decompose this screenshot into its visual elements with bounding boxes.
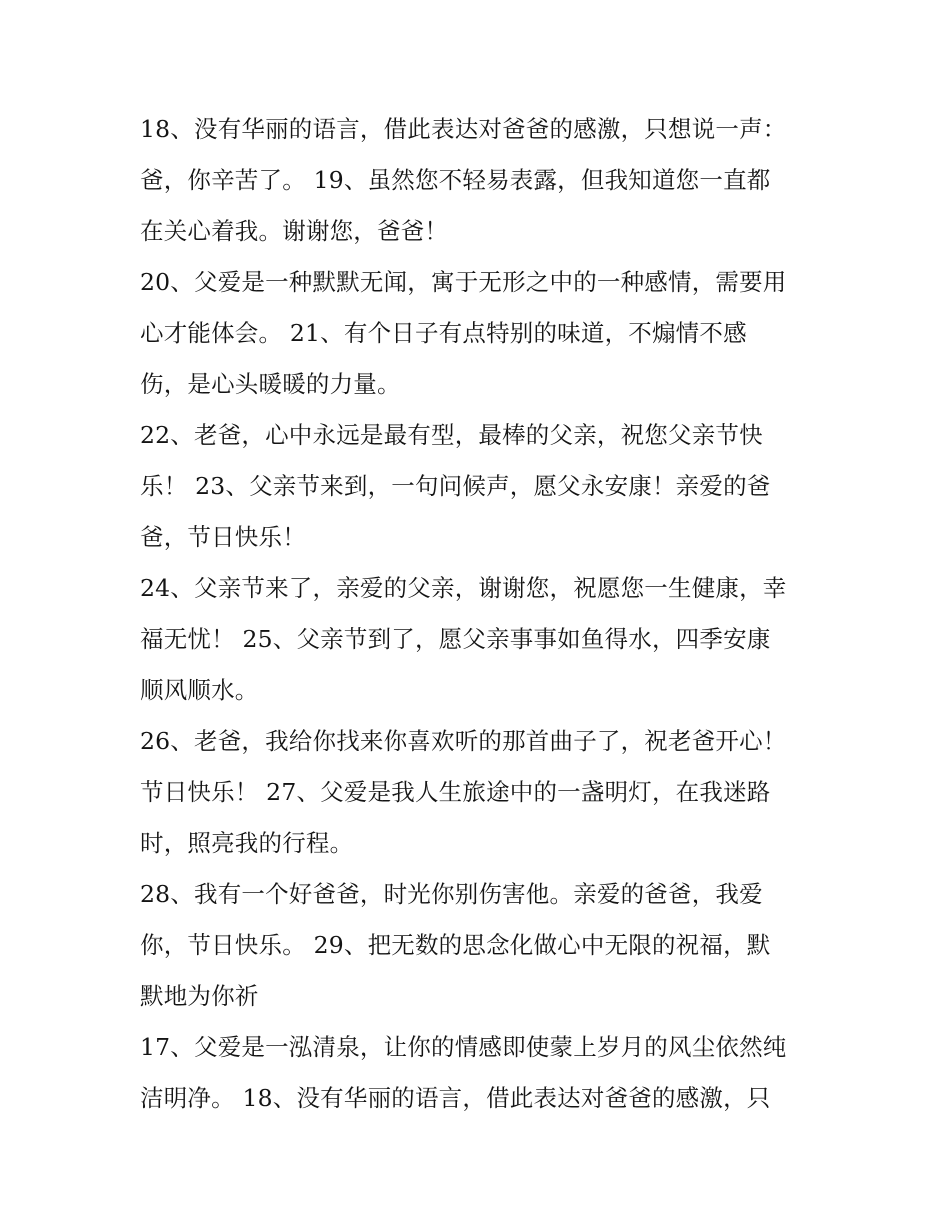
text-line: 时，照亮我的行程。: [140, 829, 354, 857]
text-line: 28、我有一个好爸爸，时光你别伤害他。亲爱的爸爸，我爱: [140, 880, 763, 908]
text-line: 18、没有华丽的语言，借此表达对爸爸的感激，只想说一声：: [140, 115, 787, 143]
text-line: 节日快乐！ 27、父爱是我人生旅途中的一盏明灯，在我迷路: [140, 778, 771, 806]
text-line: 爸，节日快乐！: [140, 523, 306, 551]
text-line: 22、老爸，心中永远是最有型，最棒的父亲，祝您父亲节快: [140, 421, 763, 449]
text-line: 福无忧！ 25、父亲节到了，愿父亲事事如鱼得水，四季安康: [140, 625, 771, 653]
text-line: 26、老爸，我给你找来你喜欢听的那首曲子了，祝老爸开心！: [140, 727, 787, 755]
text-line: 洁明净。 18、没有华丽的语言，借此表达对爸爸的感激，只: [140, 1084, 771, 1112]
text-line: 乐！ 23、父亲节来到，一句问候声，愿父永安康！亲爱的爸: [140, 472, 771, 500]
text-line: 顺风顺水。: [140, 676, 259, 704]
text-line: 24、父亲节来了，亲爱的父亲，谢谢您，祝愿您一生健康，幸: [140, 574, 787, 602]
text-line: 20、父爱是一种默默无闻，寓于无形之中的一种感情，需要用: [140, 268, 787, 296]
text-line: 17、父爱是一泓清泉，让你的情感即使蒙上岁月的风尘依然纯: [140, 1033, 787, 1061]
text-line: 你，节日快乐。 29、把无数的思念化做心中无限的祝福，默: [140, 931, 771, 959]
text-line: 爸，你辛苦了。 19、虽然您不轻易表露，但我知道您一直都: [140, 166, 771, 194]
text-line: 在关心着我。谢谢您，爸爸！: [140, 217, 449, 245]
document-body: [140, 104, 830, 1124]
text-line: 默地为你祈: [140, 982, 259, 1010]
text-line: 心才能体会。 21、有个日子有点特别的味道，不煽情不感: [140, 319, 747, 347]
text-line: 伤，是心头暖暖的力量。: [140, 370, 401, 398]
